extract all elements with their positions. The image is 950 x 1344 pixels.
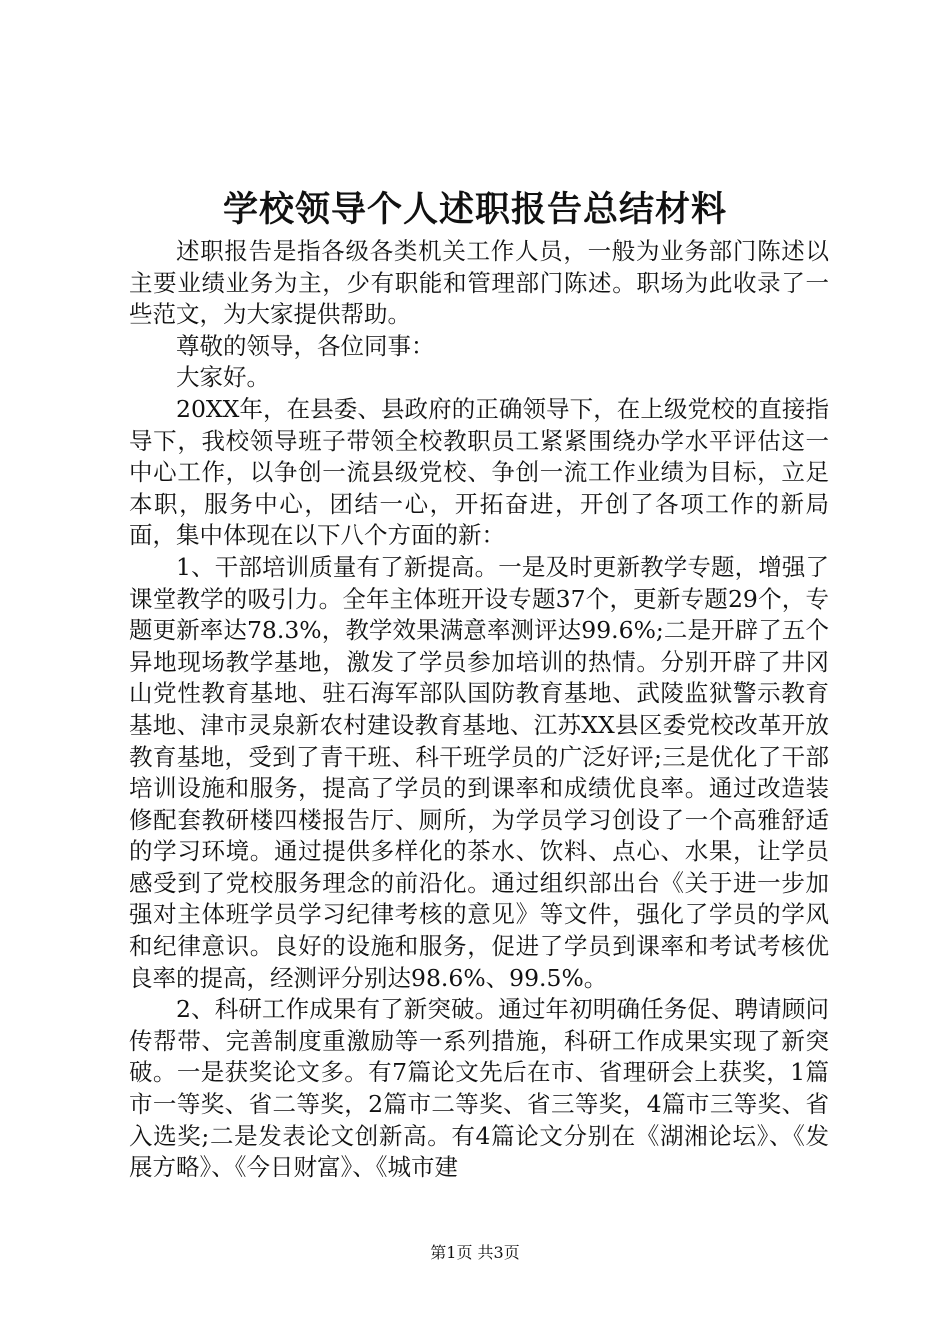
paragraph-training: 1、干部培训质量有了新提高。一是及时更新教学专题，增强了课堂教学的吸引力。全年主体班开设专题37个，更新专题29个，专题更新率达78.3%，教学效果满意率测评达99.6%;二是开辟了五个异地现场教学基地，激发了学员参加培训的热情。分别开辟了井冈山党性教育基地、驻石海军部队国防教育基地、武陵监狱警示教育基地、津市灵泉新农村建设教育基地、江苏XX县区委党校改革开放教育基地，受到了青干班、科干班学员的广泛好评;三是优化了干部培训设施和服务，提高了学员的到课率和成绩优良率。通过改造装修配套教研楼四楼报告厅、厕所，为学员学习创设了一个高雅舒适的学习环境。通过提供多样化的茶水、饮料、点心、水果，让学员感受到了党校服务理念的前沿化。通过组织部出台《关于进一步加强对主体班学员学习纪律考核的意见》等文件，强化了学员的学风和纪律意识。良好的设施和服务，促进了学员到课率和考试考核优良率的提高，经测评分别达98.6%、99.5%。: [129, 552, 829, 992]
paragraph-greeting: 大家好。: [176, 363, 270, 392]
page-footer: 第1页 共3页: [430, 1243, 520, 1262]
paragraph-overview: 20XX年，在县委、县政府的正确领导下，在上级党校的直接指导下，我校领导班子带领全校教职员工紧紧围绕办学水平评估这一中心工作，以争创一流县级党校、争创一流工作业绩为目标，立足本职，服务中心，团结一心，开拓奋进，开创了各项工作的新局面，集中体现在以下八个方面的新：: [129, 394, 829, 550]
document-title: 学校领导个人述职报告总结材料: [222, 189, 727, 230]
document-body: [129, 236, 829, 1184]
paragraph-research: 2、科研工作成果有了新突破。通过年初明确任务促、聘请顾问传帮带、完善制度重激励等一系列措施，科研工作成果实现了新突破。一是获奖论文多。有7篇论文先后在市、省理研会上获奖，1篇市一等奖、省二等奖，2篇市二等奖、省三等奖，4篇市三等奖、省入选奖;二是发表论文创新高。有4篇论文分别在《湖湘论坛》、《发展方略》、《今日财富》、《城市建: [129, 995, 829, 1182]
paragraph-intro: 述职报告是指各级各类机关工作人员，一般为业务部门陈述以主要业绩业务为主，少有职能和管理部门陈述。职场为此收录了一些范文，为大家提供帮助。: [129, 237, 829, 329]
paragraph-salutation: 尊敬的领导，各位同事：: [176, 331, 435, 360]
